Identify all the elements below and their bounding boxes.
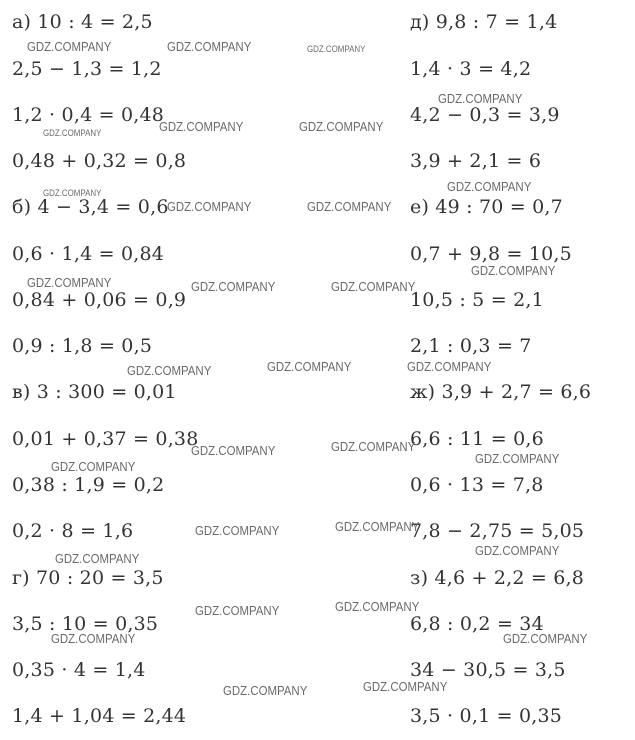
watermark: GDZ.COMPANY bbox=[299, 119, 384, 134]
watermark: GDZ.COMPANY bbox=[127, 363, 212, 378]
watermark: GDZ.COMPANY bbox=[267, 359, 352, 374]
equation-left-6: 0,6 · 1,4 = 0,84 bbox=[12, 243, 165, 265]
equation-right-4: 3,9 + 2,1 = 6 bbox=[410, 150, 542, 172]
watermark: GDZ.COMPANY bbox=[307, 199, 392, 214]
watermark: GDZ.COMPANY bbox=[471, 263, 556, 278]
watermark: GDZ.COMPANY bbox=[167, 39, 252, 54]
equation-left-4: 0,48 + 0,32 = 0,8 bbox=[12, 150, 187, 172]
watermark: GDZ.COMPANY bbox=[195, 523, 280, 538]
equation-right-10: 6,6 : 11 = 0,6 bbox=[410, 428, 544, 450]
equation-right-5: е) 49 : 70 = 0,7 bbox=[410, 196, 563, 218]
equation-left-3: 1,2 · 0,4 = 0,48 bbox=[12, 104, 165, 126]
equation-right-1: д) 9,8 : 7 = 1,4 bbox=[410, 11, 558, 33]
watermark: GDZ.COMPANY bbox=[407, 359, 492, 374]
watermark: GDZ.COMPANY bbox=[335, 599, 420, 614]
equation-right-12: 7,8 − 2,75 = 5,05 bbox=[410, 520, 585, 542]
watermark: GDZ.COMPANY bbox=[27, 39, 112, 54]
watermark: GDZ.COMPANY bbox=[331, 279, 416, 294]
equation-left-8: 0,9 : 1,8 = 0,5 bbox=[12, 335, 153, 357]
watermark: GDZ.COMPANY bbox=[191, 279, 276, 294]
equation-right-16: 3,5 · 0,1 = 0,35 bbox=[410, 705, 563, 727]
watermark: GDZ.COMPANY bbox=[503, 631, 588, 646]
equation-right-15: 34 − 30,5 = 3,5 bbox=[410, 659, 566, 681]
equation-right-3: 4,2 − 0,3 = 3,9 bbox=[410, 104, 560, 126]
equation-right-6: 0,7 + 9,8 = 10,5 bbox=[410, 243, 572, 265]
equation-right-9: ж) 3,9 + 2,7 = 6,6 bbox=[410, 381, 592, 403]
equation-left-15: 0,35 · 4 = 1,4 bbox=[12, 659, 146, 681]
watermark: GDZ.COMPANY bbox=[195, 603, 280, 618]
equation-left-5: б) 4 − 3,4 = 0,6 bbox=[12, 196, 169, 218]
watermark: GDZ.COMPANY bbox=[159, 119, 244, 134]
watermark: GDZ.COMPANY bbox=[335, 519, 420, 534]
watermark: GDZ.COMPANY bbox=[43, 128, 102, 138]
watermark: GDZ.COMPANY bbox=[43, 188, 102, 198]
equation-left-16: 1,4 + 1,04 = 2,44 bbox=[12, 705, 187, 727]
watermark: GDZ.COMPANY bbox=[438, 91, 523, 106]
equation-left-1: а) 10 : 4 = 2,5 bbox=[12, 11, 153, 33]
equation-right-14: 6,8 : 0,2 = 34 bbox=[410, 613, 544, 635]
equation-right-11: 0,6 · 13 = 7,8 bbox=[410, 474, 544, 496]
equation-left-10: 0,01 + 0,37 = 0,38 bbox=[12, 428, 199, 450]
equation-left-14: 3,5 : 10 = 0,35 bbox=[12, 613, 159, 635]
equation-right-2: 1,4 · 3 = 4,2 bbox=[410, 58, 532, 80]
equation-right-8: 2,1 : 0,3 = 7 bbox=[410, 335, 532, 357]
watermark: GDZ.COMPANY bbox=[447, 179, 532, 194]
watermark: GDZ.COMPANY bbox=[307, 44, 366, 54]
watermark: GDZ.COMPANY bbox=[475, 451, 560, 466]
watermark: GDZ.COMPANY bbox=[363, 679, 448, 694]
watermark: GDZ.COMPANY bbox=[191, 443, 276, 458]
watermark: GDZ.COMPANY bbox=[55, 551, 140, 566]
watermark: GDZ.COMPANY bbox=[51, 459, 136, 474]
equation-left-9: в) 3 : 300 = 0,01 bbox=[12, 381, 177, 403]
watermark: GDZ.COMPANY bbox=[167, 199, 252, 214]
equation-left-7: 0,84 + 0,06 = 0,9 bbox=[12, 289, 187, 311]
watermark: GDZ.COMPANY bbox=[27, 275, 112, 290]
equation-left-12: 0,2 · 8 = 1,6 bbox=[12, 520, 134, 542]
watermark: GDZ.COMPANY bbox=[51, 631, 136, 646]
equation-left-2: 2,5 − 1,3 = 1,2 bbox=[12, 58, 162, 80]
watermark: GDZ.COMPANY bbox=[475, 543, 560, 558]
equation-right-7: 10,5 : 5 = 2,1 bbox=[410, 289, 544, 311]
equation-right-13: з) 4,6 + 2,2 = 6,8 bbox=[410, 567, 585, 589]
equation-left-11: 0,38 : 1,9 = 0,2 bbox=[12, 474, 165, 496]
equation-left-13: г) 70 : 20 = 3,5 bbox=[12, 567, 164, 589]
watermark: GDZ.COMPANY bbox=[331, 439, 416, 454]
watermark: GDZ.COMPANY bbox=[223, 683, 308, 698]
